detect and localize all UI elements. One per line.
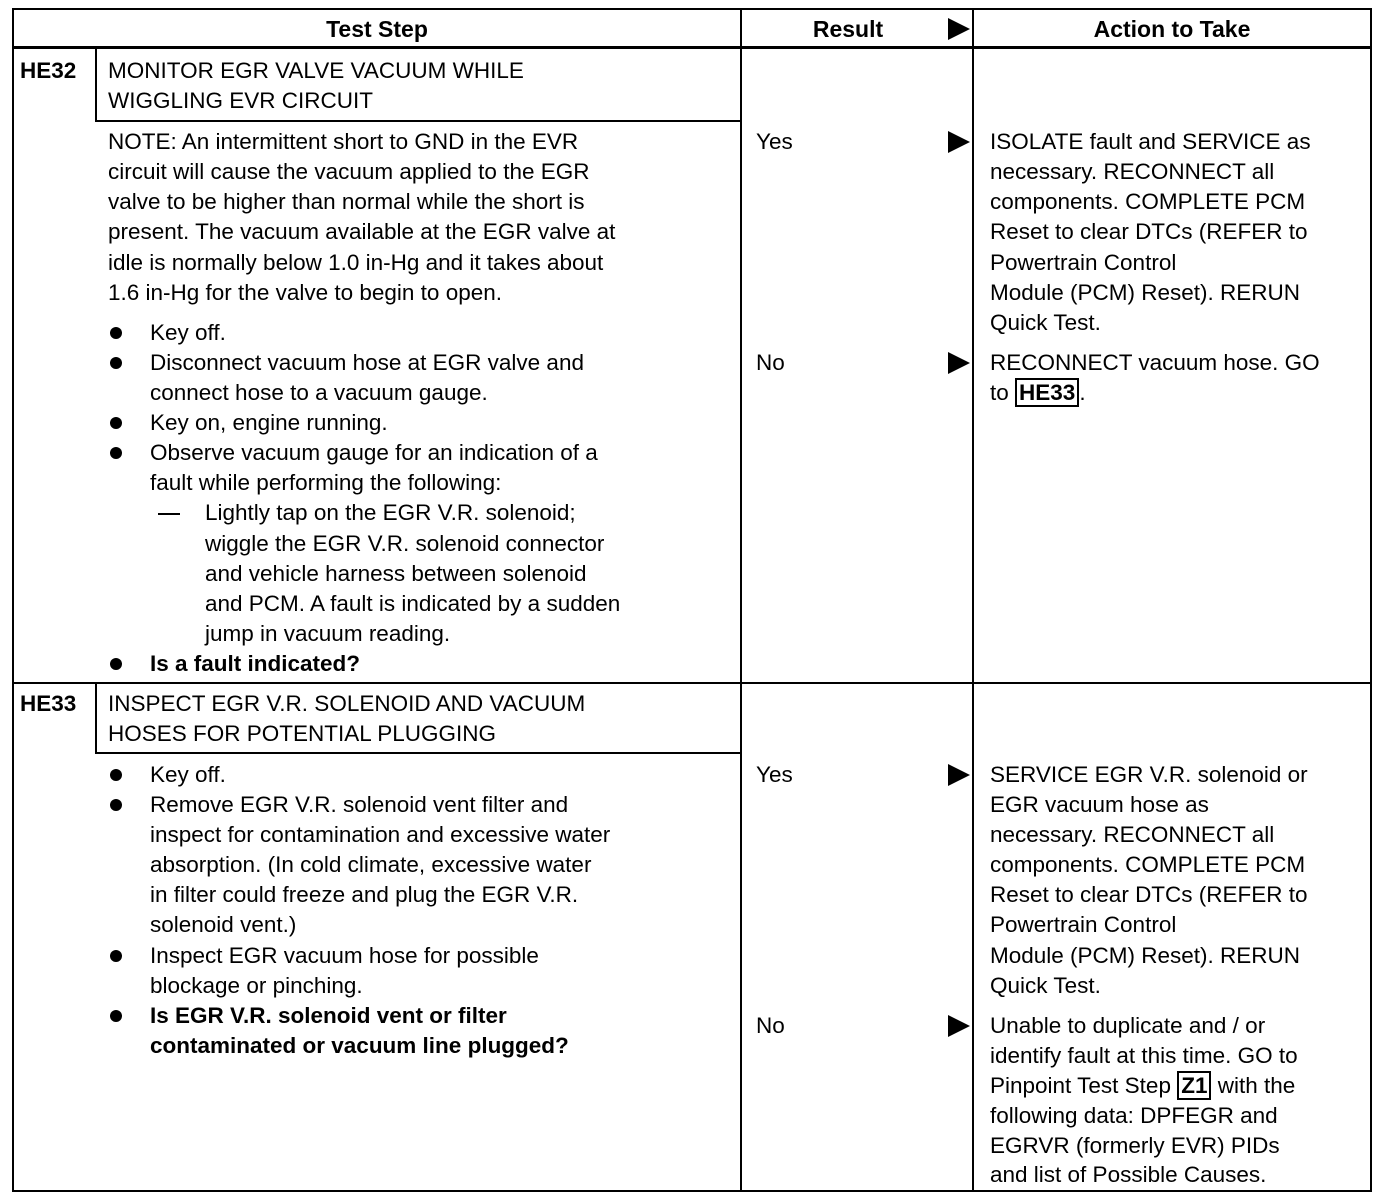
bullet-icon bbox=[110, 327, 122, 339]
he32-question: Is a fault indicated? bbox=[150, 651, 361, 676]
he33-title-underline bbox=[95, 752, 741, 754]
goto-z1-link[interactable]: Z1 bbox=[1177, 1071, 1211, 1100]
step-id-he32: HE32 bbox=[20, 58, 77, 83]
result-arrow-icon bbox=[948, 764, 970, 786]
he32-note-line: valve to be higher than normal while the short is bbox=[108, 189, 585, 214]
he33-title-line-1: INSPECT EGR V.R. SOLENOID AND VACUUM bbox=[108, 691, 586, 716]
he32-bullet-key-on: Key on, engine running. bbox=[150, 410, 388, 435]
he32-title-line-1: MONITOR EGR VALVE VACUUM WHILE bbox=[108, 58, 524, 83]
he33-yes-action-line: Module (PCM) Reset). RERUN bbox=[990, 943, 1301, 968]
he32-yes-action-line: Module (PCM) Reset). RERUN bbox=[990, 280, 1301, 305]
he33-bullet-remove-cont: inspect for contamination and excessive water bbox=[150, 822, 611, 847]
he32-yes-action-line: Reset to clear DTCs (REFER to bbox=[990, 219, 1308, 244]
he32-sub-line: Lightly tap on the EGR V.R. solenoid; bbox=[205, 500, 576, 525]
he33-yes-action-line: Quick Test. bbox=[990, 973, 1101, 998]
he32-yes-action-line: components. COMPLETE PCM bbox=[990, 189, 1306, 214]
result-arrow-icon bbox=[948, 352, 970, 374]
border-left bbox=[12, 8, 14, 1192]
he33-result-yes: Yes bbox=[756, 762, 793, 787]
he33-question-line-2: contaminated or vacuum line plugged? bbox=[150, 1033, 569, 1058]
he32-result-no: No bbox=[756, 350, 785, 375]
he33-bullet-inspect: Inspect EGR vacuum hose for possible bbox=[150, 943, 539, 968]
he33-bullet-key-off: Key off. bbox=[150, 762, 226, 787]
he33-result-no: No bbox=[756, 1013, 785, 1038]
bullet-icon bbox=[110, 799, 122, 811]
step-id-divider-he32 bbox=[95, 48, 97, 122]
he32-note-line: circuit will cause the vacuum applied to the EGR bbox=[108, 159, 590, 184]
he32-result-yes: Yes bbox=[756, 129, 793, 154]
dash-icon bbox=[158, 513, 180, 515]
header-divider bbox=[12, 46, 1372, 49]
row-divider bbox=[12, 682, 1372, 684]
bullet-icon bbox=[110, 417, 122, 429]
he33-title-line-2: HOSES FOR POTENTIAL PLUGGING bbox=[108, 721, 496, 746]
he33-yes-action-line: EGR vacuum hose as bbox=[990, 792, 1209, 817]
header-action: Action to Take bbox=[1093, 16, 1251, 42]
he33-bullet-inspect-cont: blockage or pinching. bbox=[150, 973, 363, 998]
he33-no-action-line-4: following data: DPFEGR and bbox=[990, 1103, 1278, 1128]
he32-bullet-disconnect-cont: connect hose to a vacuum gauge. bbox=[150, 380, 488, 405]
he32-note-line: 1.6 in-Hg for the valve to begin to open. bbox=[108, 280, 503, 305]
header-arrow-icon bbox=[948, 18, 970, 40]
he32-yes-action-line: Powertrain Control bbox=[990, 250, 1177, 275]
he32-title-underline bbox=[95, 120, 741, 122]
he32-sub-line: and vehicle harness between solenoid bbox=[205, 561, 587, 586]
result-arrow-icon bbox=[948, 131, 970, 153]
he33-bullet-remove-cont: absorption. (In cold climate, excessive water bbox=[150, 852, 592, 877]
header-result: Result bbox=[812, 16, 884, 42]
he32-sub-line: wiggle the EGR V.R. solenoid connector bbox=[205, 531, 605, 556]
he33-bullet-remove-cont: in filter could freeze and plug the EGR V.R. bbox=[150, 882, 579, 907]
he33-yes-action-line: components. COMPLETE PCM bbox=[990, 852, 1306, 877]
result-arrow-icon bbox=[948, 1015, 970, 1037]
he32-no-action-line-2: to HE33 . bbox=[990, 380, 1086, 405]
bullet-icon bbox=[110, 658, 122, 670]
he32-bullet-observe: Observe vacuum gauge for an indication of a bbox=[150, 440, 598, 465]
he32-sub-line: and PCM. A fault is indicated by a sudden bbox=[205, 591, 621, 616]
border-right bbox=[1370, 8, 1372, 1192]
he32-yes-action-line: ISOLATE fault and SERVICE as bbox=[990, 129, 1311, 154]
he33-yes-action-line: SERVICE EGR V.R. solenoid or bbox=[990, 762, 1308, 787]
he33-yes-action-line: Reset to clear DTCs (REFER to bbox=[990, 882, 1308, 907]
he32-note-line: idle is normally below 1.0 in-Hg and it takes about bbox=[108, 250, 604, 275]
he32-no-action-line-1: RECONNECT vacuum hose. GO bbox=[990, 350, 1320, 375]
bullet-icon bbox=[110, 357, 122, 369]
bullet-icon bbox=[110, 447, 122, 459]
header-test-step: Test Step bbox=[326, 16, 428, 42]
he32-bullet-observe-cont: fault while performing the following: bbox=[150, 470, 502, 495]
step-id-divider-he33 bbox=[95, 684, 97, 754]
col-divider-result bbox=[740, 8, 742, 1192]
bullet-icon bbox=[110, 1010, 122, 1022]
he32-sub-line: jump in vacuum reading. bbox=[205, 621, 451, 646]
bullet-icon bbox=[110, 950, 122, 962]
he33-bullet-remove-cont: solenoid vent.) bbox=[150, 912, 297, 937]
border-top bbox=[12, 8, 1372, 10]
he32-yes-action-line: Quick Test. bbox=[990, 310, 1101, 335]
he33-no-action-line-1: Unable to duplicate and / or bbox=[990, 1013, 1266, 1038]
he33-question-line-1: Is EGR V.R. solenoid vent or filter bbox=[150, 1003, 507, 1028]
goto-he33-link[interactable]: HE33 bbox=[1015, 378, 1079, 407]
he32-bullet-disconnect: Disconnect vacuum hose at EGR valve and bbox=[150, 350, 584, 375]
he33-no-action-line-3: Pinpoint Test Step Z1 with the bbox=[990, 1073, 1296, 1098]
he32-bullet-key-off: Key off. bbox=[150, 320, 226, 345]
step-id-he33: HE33 bbox=[20, 691, 77, 716]
he33-no-action-line-6: and list of Possible Causes. bbox=[990, 1162, 1267, 1187]
he33-no-action-line-5: EGRVR (formerly EVR) PIDs bbox=[990, 1133, 1280, 1158]
bullet-icon bbox=[110, 769, 122, 781]
he32-note-line: present. The vacuum available at the EGR valve at bbox=[108, 219, 616, 244]
he33-yes-action-line: Powertrain Control bbox=[990, 912, 1177, 937]
he32-note-line: NOTE: An intermittent short to GND in the EVR bbox=[108, 129, 579, 154]
he32-yes-action-line: necessary. RECONNECT all bbox=[990, 159, 1275, 184]
he33-bullet-remove: Remove EGR V.R. solenoid vent filter and bbox=[150, 792, 569, 817]
he33-yes-action-line: necessary. RECONNECT all bbox=[990, 822, 1275, 847]
he32-title-line-2: WIGGLING EVR CIRCUIT bbox=[108, 88, 374, 113]
he33-no-action-line-2: identify fault at this time. GO to bbox=[990, 1043, 1298, 1068]
col-divider-action bbox=[972, 8, 974, 1192]
border-bottom bbox=[12, 1190, 1372, 1192]
